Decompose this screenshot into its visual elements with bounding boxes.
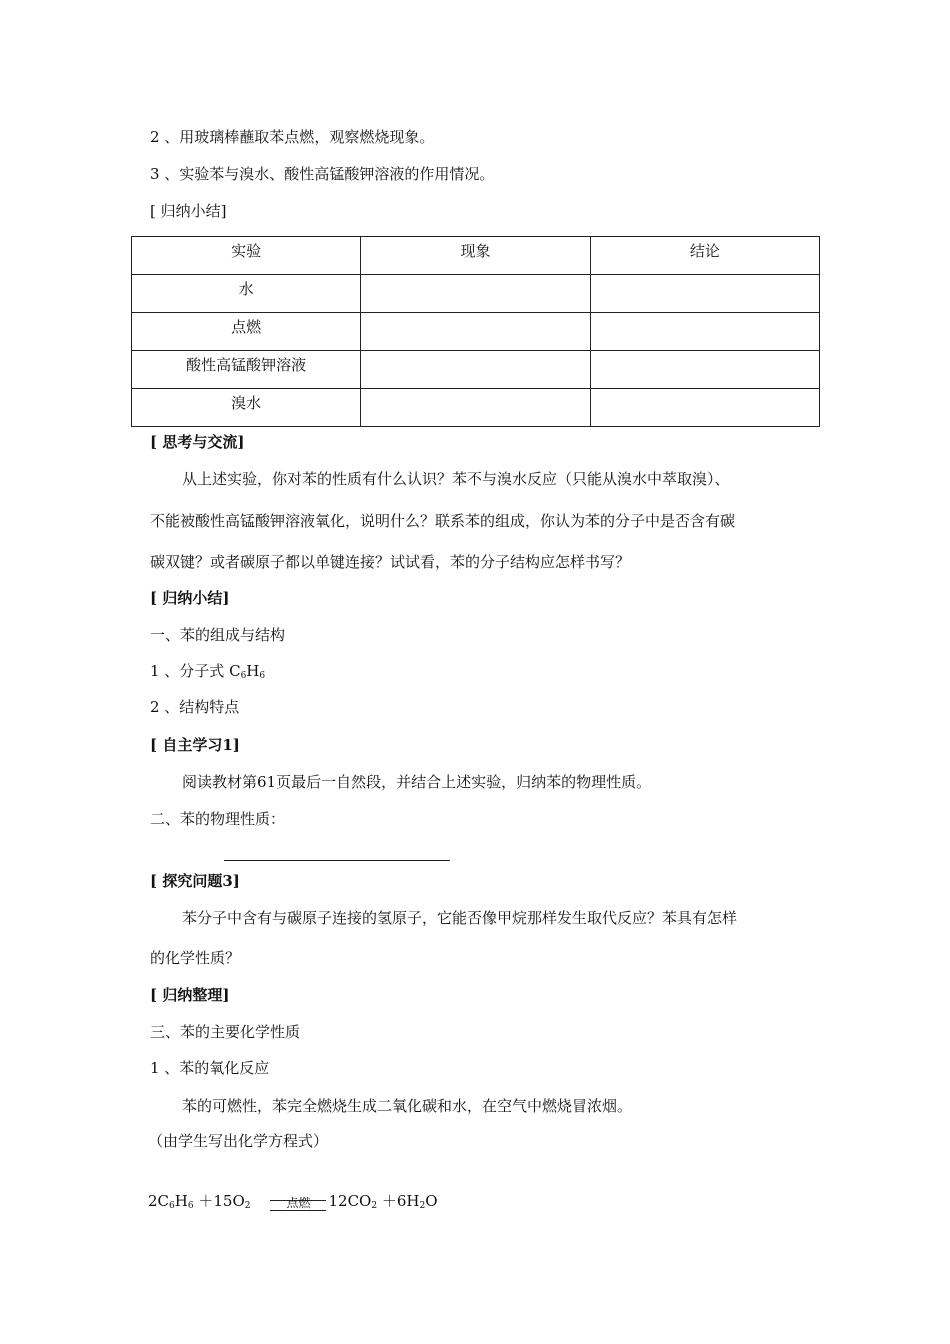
self-study-heading: [ 自主学习1] <box>150 736 240 754</box>
table-row <box>132 275 820 313</box>
experiment-summary-table <box>131 236 820 427</box>
eq-subscript: 6 <box>169 1201 175 1211</box>
oxidation-subtitle: 1 、苯的氧化反应 <box>150 1059 270 1077</box>
summary-heading-2: [ 归纳小结] <box>150 589 230 607</box>
table-cell-empty <box>361 313 590 351</box>
combustion-paragraph: 苯的可燃性，苯完全燃烧生成二氧化碳和水，在空气中燃烧冒浓烟。 <box>182 1097 633 1115</box>
formula-element: H <box>246 662 260 680</box>
explore-paragraph-line-2: 的化学性质？ <box>150 949 241 967</box>
combustion-equation <box>148 1191 438 1211</box>
section-3-title: 三、苯的主要化学性质 <box>150 1023 301 1041</box>
table-row-label: 溴水 <box>132 389 361 427</box>
molecular-formula <box>150 661 265 681</box>
explore-paragraph-line-1: 苯分子中含有与碳原子连接的氢原子，它能否像甲烷那样发生取代反应？苯具有怎样 <box>182 909 738 927</box>
reaction-condition <box>270 1191 326 1211</box>
table-row <box>132 313 820 351</box>
arrange-heading: [ 归纳整理] <box>150 986 230 1004</box>
eq-term: 12CO <box>328 1192 372 1210</box>
eq-term: 2C <box>148 1192 170 1210</box>
eq-subscript: 6 <box>187 1201 194 1211</box>
eq-term: ＋15O <box>193 1192 245 1210</box>
table-cell-empty <box>590 313 819 351</box>
table-header-cell: 实验 <box>132 237 361 275</box>
equation-instruction: （由学生写出化学方程式） <box>148 1132 329 1150</box>
formula-subscript: 6 <box>259 671 266 681</box>
think-paragraph-line-1: 从上述实验，你对苯的性质有什么认识？苯不与溴水反应（只能从溴水中萃取溴）、 <box>182 470 730 488</box>
table-cell-empty <box>361 389 590 427</box>
table-row <box>132 351 820 389</box>
table-header-cell: 结论 <box>590 237 819 275</box>
eq-subscript: 2 <box>371 1201 378 1211</box>
explore-heading: [ 探究问题3] <box>150 872 240 890</box>
think-paragraph-line-3: 碳双键？或者碳原子都以单键连接？试试看，苯的分子结构应怎样书写？ <box>150 553 631 571</box>
answer-blank-line <box>224 860 450 861</box>
self-study-paragraph: 阅读教材第61页最后一自然段，并结合上述实验，归纳苯的物理性质。 <box>182 773 652 791</box>
table-header-row <box>132 237 820 275</box>
table-cell-empty <box>590 351 819 389</box>
table-row-label: 水 <box>132 275 361 313</box>
table-header-cell: 现象 <box>361 237 590 275</box>
table-cell-empty <box>590 389 819 427</box>
eq-term: ＋6H <box>377 1192 420 1210</box>
section-2-title: 二、苯的物理性质： <box>150 810 286 828</box>
eq-subscript: 2 <box>419 1201 426 1211</box>
eq-term: O <box>425 1192 438 1210</box>
section-1-title: 一、苯的组成与结构 <box>150 626 286 644</box>
formula-prefix: 1 、分子式 C <box>150 662 241 680</box>
table-cell-empty <box>361 275 590 313</box>
step-2-text: 2 、用玻璃棒蘸取苯点燃，观察燃烧现象。 <box>150 128 435 146</box>
think-heading: [ 思考与交流] <box>150 433 245 451</box>
table-row <box>132 389 820 427</box>
table-row-label: 酸性高锰酸钾溶液 <box>132 351 361 389</box>
summary-heading-1: [ 归纳小结] <box>150 202 227 220</box>
table-cell-empty <box>590 275 819 313</box>
think-paragraph-line-2: 不能被酸性高锰酸钾溶液氧化，说明什么？联系苯的组成，你认为苯的分子中是否含有碳 <box>150 512 736 530</box>
eq-subscript: 2 <box>244 1201 251 1211</box>
step-3-text: 3 、实验苯与溴水、酸性高锰酸钾溶液的作用情况。 <box>150 165 495 183</box>
structure-feature: 2 、结构特点 <box>150 698 240 716</box>
table-row-label: 点燃 <box>132 313 361 351</box>
table-cell-empty <box>361 351 590 389</box>
formula-subscript: 6 <box>240 671 247 681</box>
condition-label: 点燃 <box>286 1196 311 1210</box>
equation-bar-bottom <box>270 1210 326 1211</box>
eq-term: H <box>174 1192 188 1210</box>
